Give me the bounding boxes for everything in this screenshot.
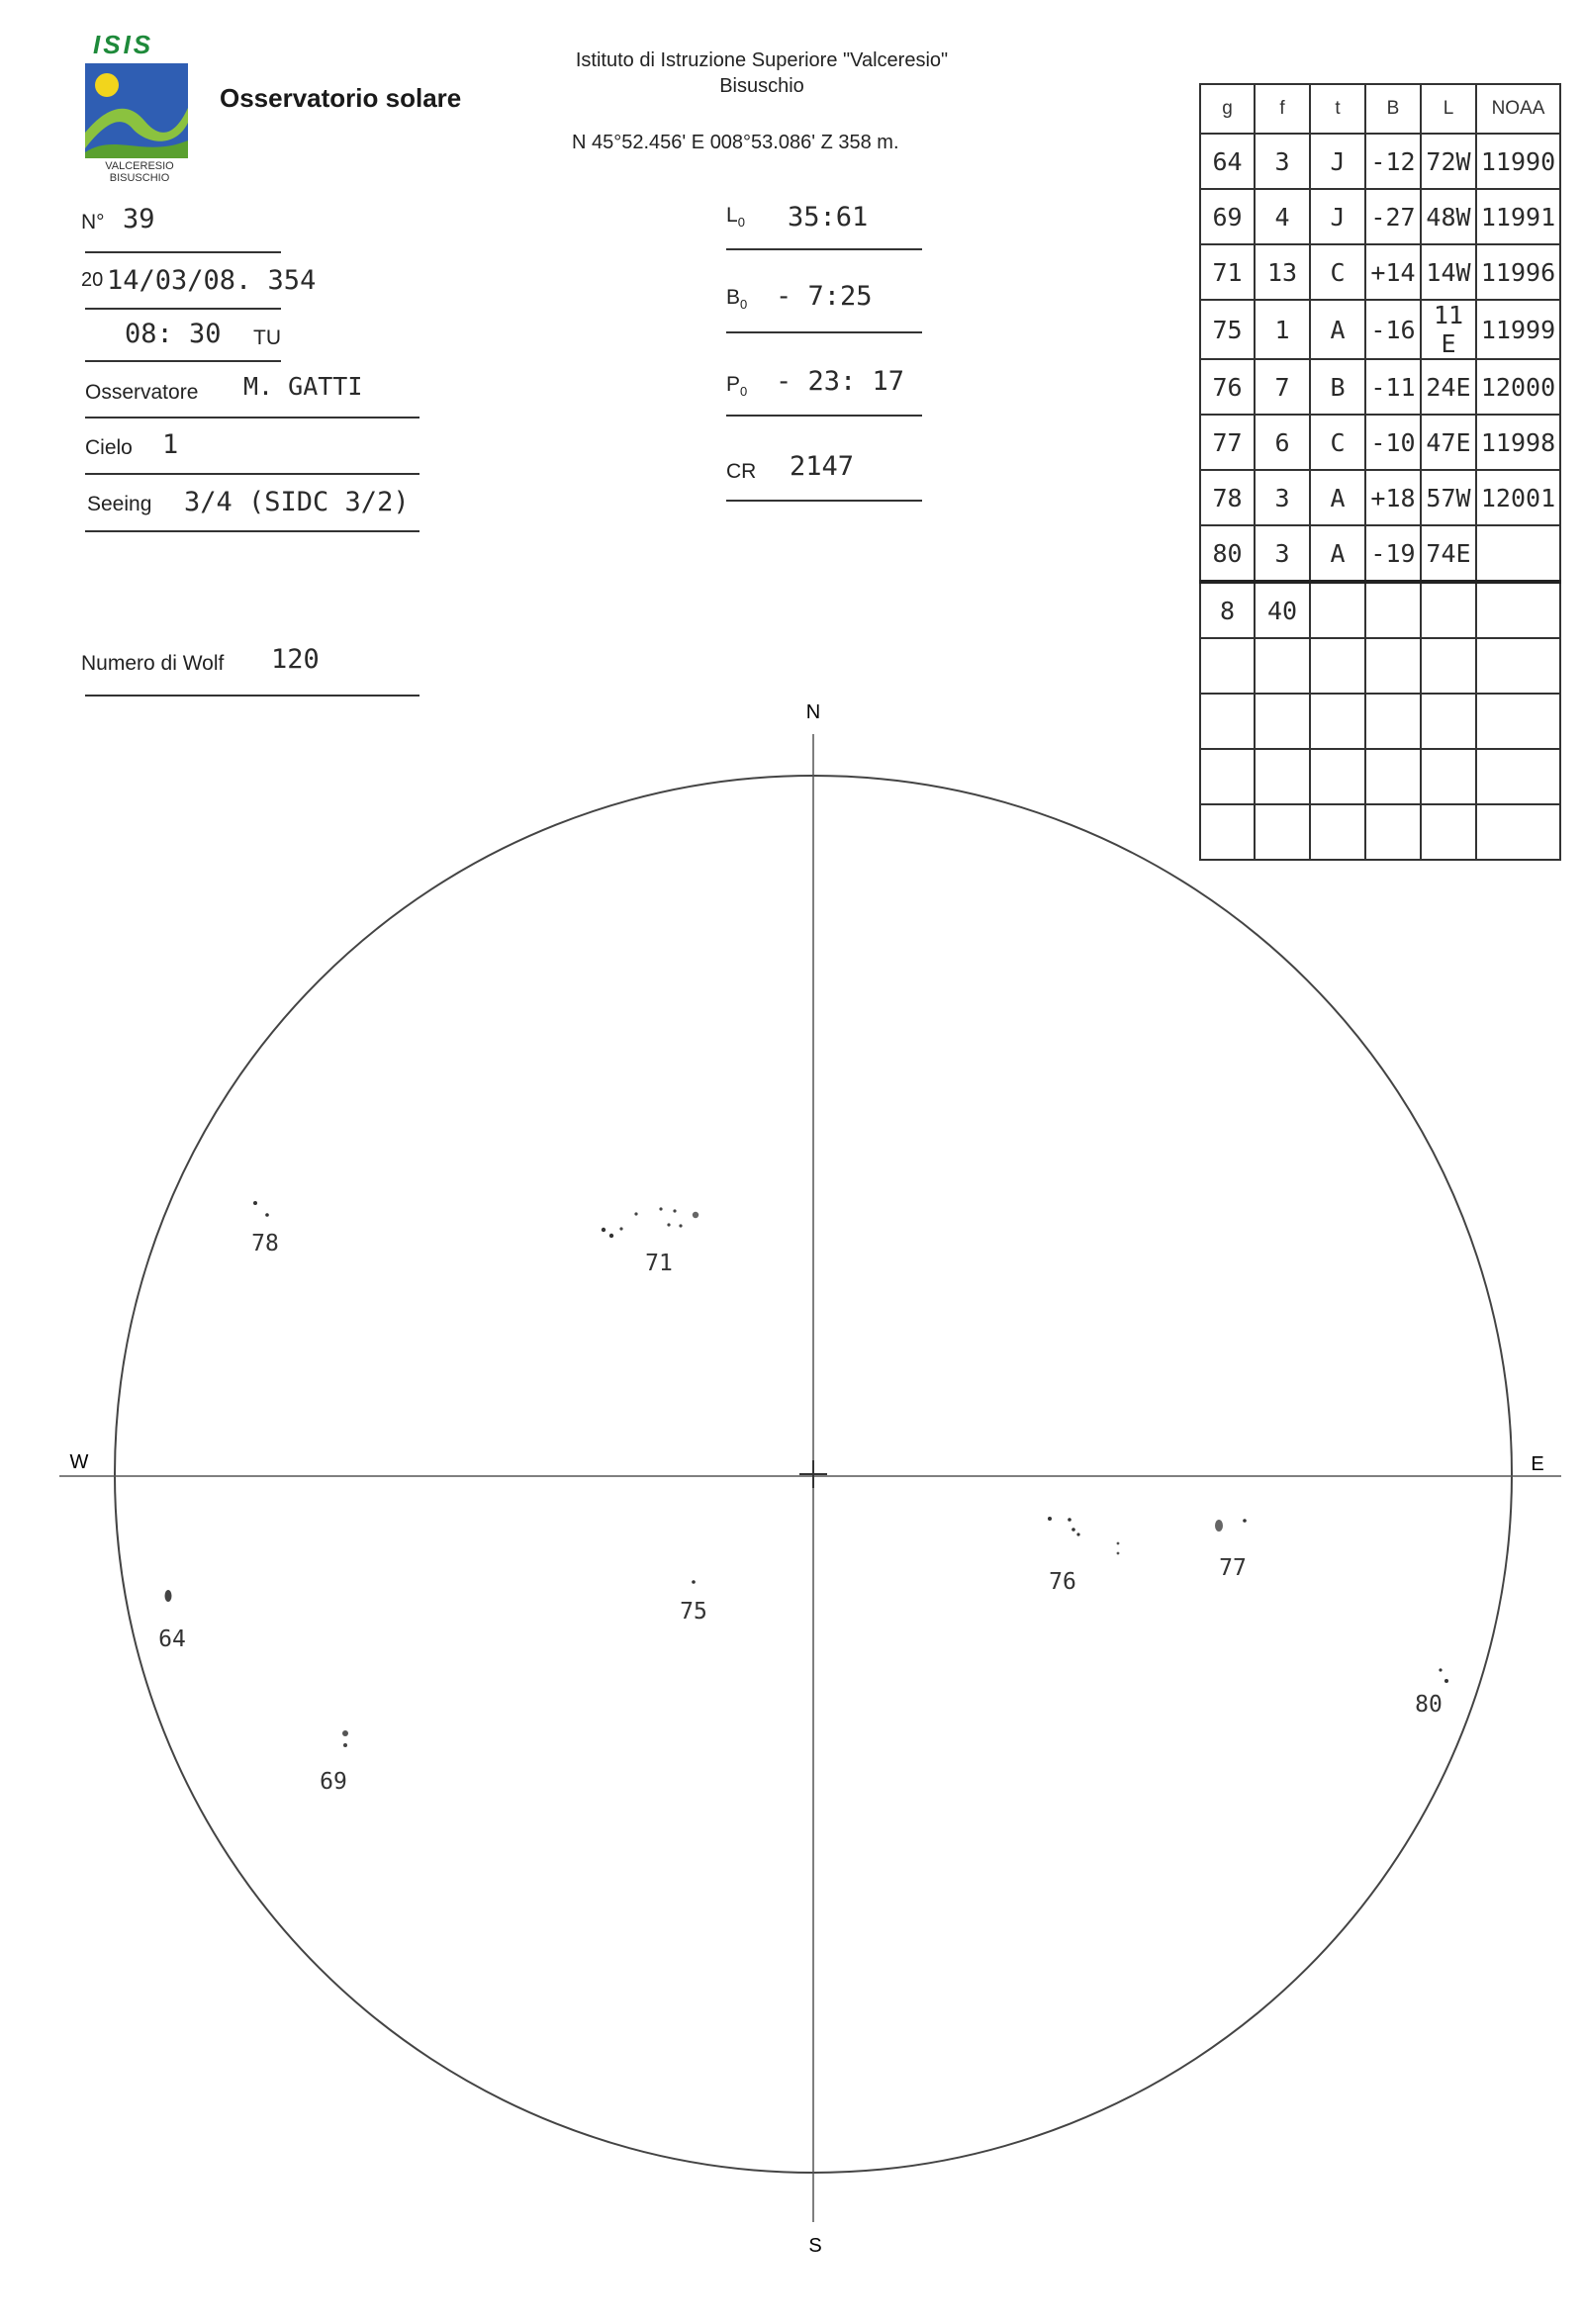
- group-label: 80: [1415, 1692, 1443, 1718]
- cr-label: CR: [726, 460, 757, 483]
- sunspot: [1048, 1517, 1052, 1521]
- table-cell: 14W: [1421, 244, 1476, 300]
- sunspot: [692, 1580, 696, 1584]
- table-total-cell: 8: [1200, 582, 1255, 638]
- sunspot: [609, 1234, 613, 1238]
- sky-value: 1: [162, 429, 179, 460]
- table-cell: -19: [1365, 525, 1421, 582]
- cr-value: 2147: [790, 451, 855, 482]
- sunspot: [1076, 1533, 1079, 1535]
- table-cell: A: [1310, 300, 1365, 359]
- sunspot: [602, 1228, 605, 1232]
- p0-value: - 23: 17: [776, 366, 905, 397]
- table-header-cell: NOAA: [1476, 84, 1560, 134]
- table-cell: 12000: [1476, 359, 1560, 415]
- table-cell: 13: [1255, 244, 1310, 300]
- sunspot: [667, 1223, 670, 1226]
- table-cell: 72W: [1421, 134, 1476, 189]
- date-prefix: 20: [81, 269, 104, 291]
- sunspot: [679, 1224, 682, 1227]
- table-cell: J: [1310, 134, 1365, 189]
- table-header-cell: B: [1365, 84, 1421, 134]
- sunspot: [165, 1590, 172, 1602]
- west-label: W: [69, 1451, 89, 1473]
- sunspot: [1117, 1552, 1120, 1555]
- table-cell: 4: [1255, 189, 1310, 244]
- table-cell: -27: [1365, 189, 1421, 244]
- group-label: 75: [680, 1599, 707, 1625]
- seeing-label: Seeing: [87, 493, 152, 515]
- sunspot: [265, 1213, 269, 1217]
- sunspot: [253, 1201, 257, 1205]
- observer-label: Osservatore: [85, 381, 199, 404]
- observatory-title: Osservatorio solare: [220, 83, 462, 113]
- institute-line-2: Bisuschio: [719, 75, 804, 97]
- sunspot: [342, 1730, 348, 1736]
- sunspot: [343, 1743, 347, 1747]
- table-cell: A: [1310, 470, 1365, 525]
- wolf-number-label: Numero di Wolf: [81, 652, 225, 675]
- group-label: 76: [1049, 1569, 1076, 1595]
- group-label: 69: [320, 1769, 347, 1795]
- institute-line-1: Istituto di Istruzione Superiore "Valceresio": [575, 49, 949, 71]
- number-label: N°: [81, 211, 105, 233]
- sunspot: [1068, 1518, 1071, 1522]
- sunspot: [619, 1227, 622, 1230]
- table-cell: 3: [1255, 134, 1310, 189]
- table-cell: 71: [1200, 244, 1255, 300]
- table-cell: 69: [1200, 189, 1255, 244]
- table-cell: 1: [1255, 300, 1310, 359]
- sunspot: [673, 1209, 676, 1212]
- logo-wordmark: ISIS: [93, 30, 154, 59]
- sunspot: [693, 1212, 698, 1218]
- table-total-cell: 40: [1255, 582, 1310, 638]
- l0-value: 35:61: [788, 202, 869, 232]
- table-cell: C: [1310, 244, 1365, 300]
- table-cell: 74E: [1421, 525, 1476, 582]
- table-cell: +14: [1365, 244, 1421, 300]
- table-cell: 76: [1200, 359, 1255, 415]
- table-cell: 64: [1200, 134, 1255, 189]
- wolf-number-value: 120: [271, 644, 320, 675]
- group-label: 77: [1219, 1555, 1247, 1581]
- sunspot: [1215, 1520, 1223, 1532]
- table-cell: 80: [1200, 525, 1255, 582]
- b0-subscript: 0: [740, 297, 748, 313]
- table-cell: 3: [1255, 525, 1310, 582]
- table-cell: -11: [1365, 359, 1421, 415]
- north-label: N: [805, 701, 821, 723]
- observatory-coordinates: N 45°52.456' E 008°53.086' Z 358 m.: [572, 132, 899, 153]
- table-cell: 57W: [1421, 470, 1476, 525]
- table-cell: -16: [1365, 300, 1421, 359]
- sunspot: [1439, 1668, 1442, 1671]
- sunspot: [1243, 1519, 1247, 1523]
- group-label: 64: [158, 1627, 186, 1652]
- table-cell: 11 E: [1421, 300, 1476, 359]
- table-cell: 47E: [1421, 415, 1476, 470]
- logo-caption-line-1: VALCERESIO: [105, 160, 174, 172]
- time-value: 08: 30: [125, 319, 222, 349]
- table-cell: -10: [1365, 415, 1421, 470]
- p0-letter: P: [726, 373, 741, 396]
- table-cell: -12: [1365, 134, 1421, 189]
- sunspot: [659, 1207, 662, 1210]
- logo-caption-line-2: BISUSCHIO: [109, 172, 170, 184]
- date-value: 14/03/08. 354: [107, 265, 317, 296]
- group-labels: [158, 1231, 1443, 1795]
- sunspot: [634, 1212, 637, 1215]
- l0-subscript: 0: [737, 215, 745, 231]
- sunspot: [1444, 1679, 1448, 1683]
- table-cell: C: [1310, 415, 1365, 470]
- sunspot: [1071, 1528, 1075, 1532]
- table-cell: 12001: [1476, 470, 1560, 525]
- table-header-cell: g: [1200, 84, 1255, 134]
- observer-value: M. GATTI: [243, 372, 363, 401]
- table-cell: 6: [1255, 415, 1310, 470]
- group-label: 71: [645, 1251, 673, 1276]
- sunspot: [1117, 1542, 1120, 1545]
- table-cell: 11998: [1476, 415, 1560, 470]
- table-cell: A: [1310, 525, 1365, 582]
- sky-label: Cielo: [85, 436, 133, 459]
- table-cell: 78: [1200, 470, 1255, 525]
- table-header-cell: L: [1421, 84, 1476, 134]
- table-cell: 24E: [1421, 359, 1476, 415]
- table-cell: 11990: [1476, 134, 1560, 189]
- table-cell: 11999: [1476, 300, 1560, 359]
- time-unit: TU: [253, 326, 281, 349]
- table-cell: 7: [1255, 359, 1310, 415]
- south-label: S: [808, 2235, 822, 2257]
- table-cell: 3: [1255, 470, 1310, 525]
- table-cell: 11996: [1476, 244, 1560, 300]
- table-cell: B: [1310, 359, 1365, 415]
- table-cell: 48W: [1421, 189, 1476, 244]
- number-value: 39: [123, 204, 155, 234]
- east-label: E: [1531, 1453, 1544, 1475]
- table-cell: 75: [1200, 300, 1255, 359]
- b0-letter: B: [726, 286, 741, 309]
- table-cell: 11991: [1476, 189, 1560, 244]
- seeing-value: 3/4 (SIDC 3/2): [184, 487, 410, 517]
- p0-subscript: 0: [740, 384, 748, 400]
- table-cell: +18: [1365, 470, 1421, 525]
- l0-letter: L: [726, 204, 738, 227]
- b0-value: - 7:25: [776, 281, 873, 312]
- table-header-cell: f: [1255, 84, 1310, 134]
- group-label: 78: [251, 1231, 279, 1256]
- table-cell: J: [1310, 189, 1365, 244]
- table-cell: 77: [1200, 415, 1255, 470]
- table-header-cell: t: [1310, 84, 1365, 134]
